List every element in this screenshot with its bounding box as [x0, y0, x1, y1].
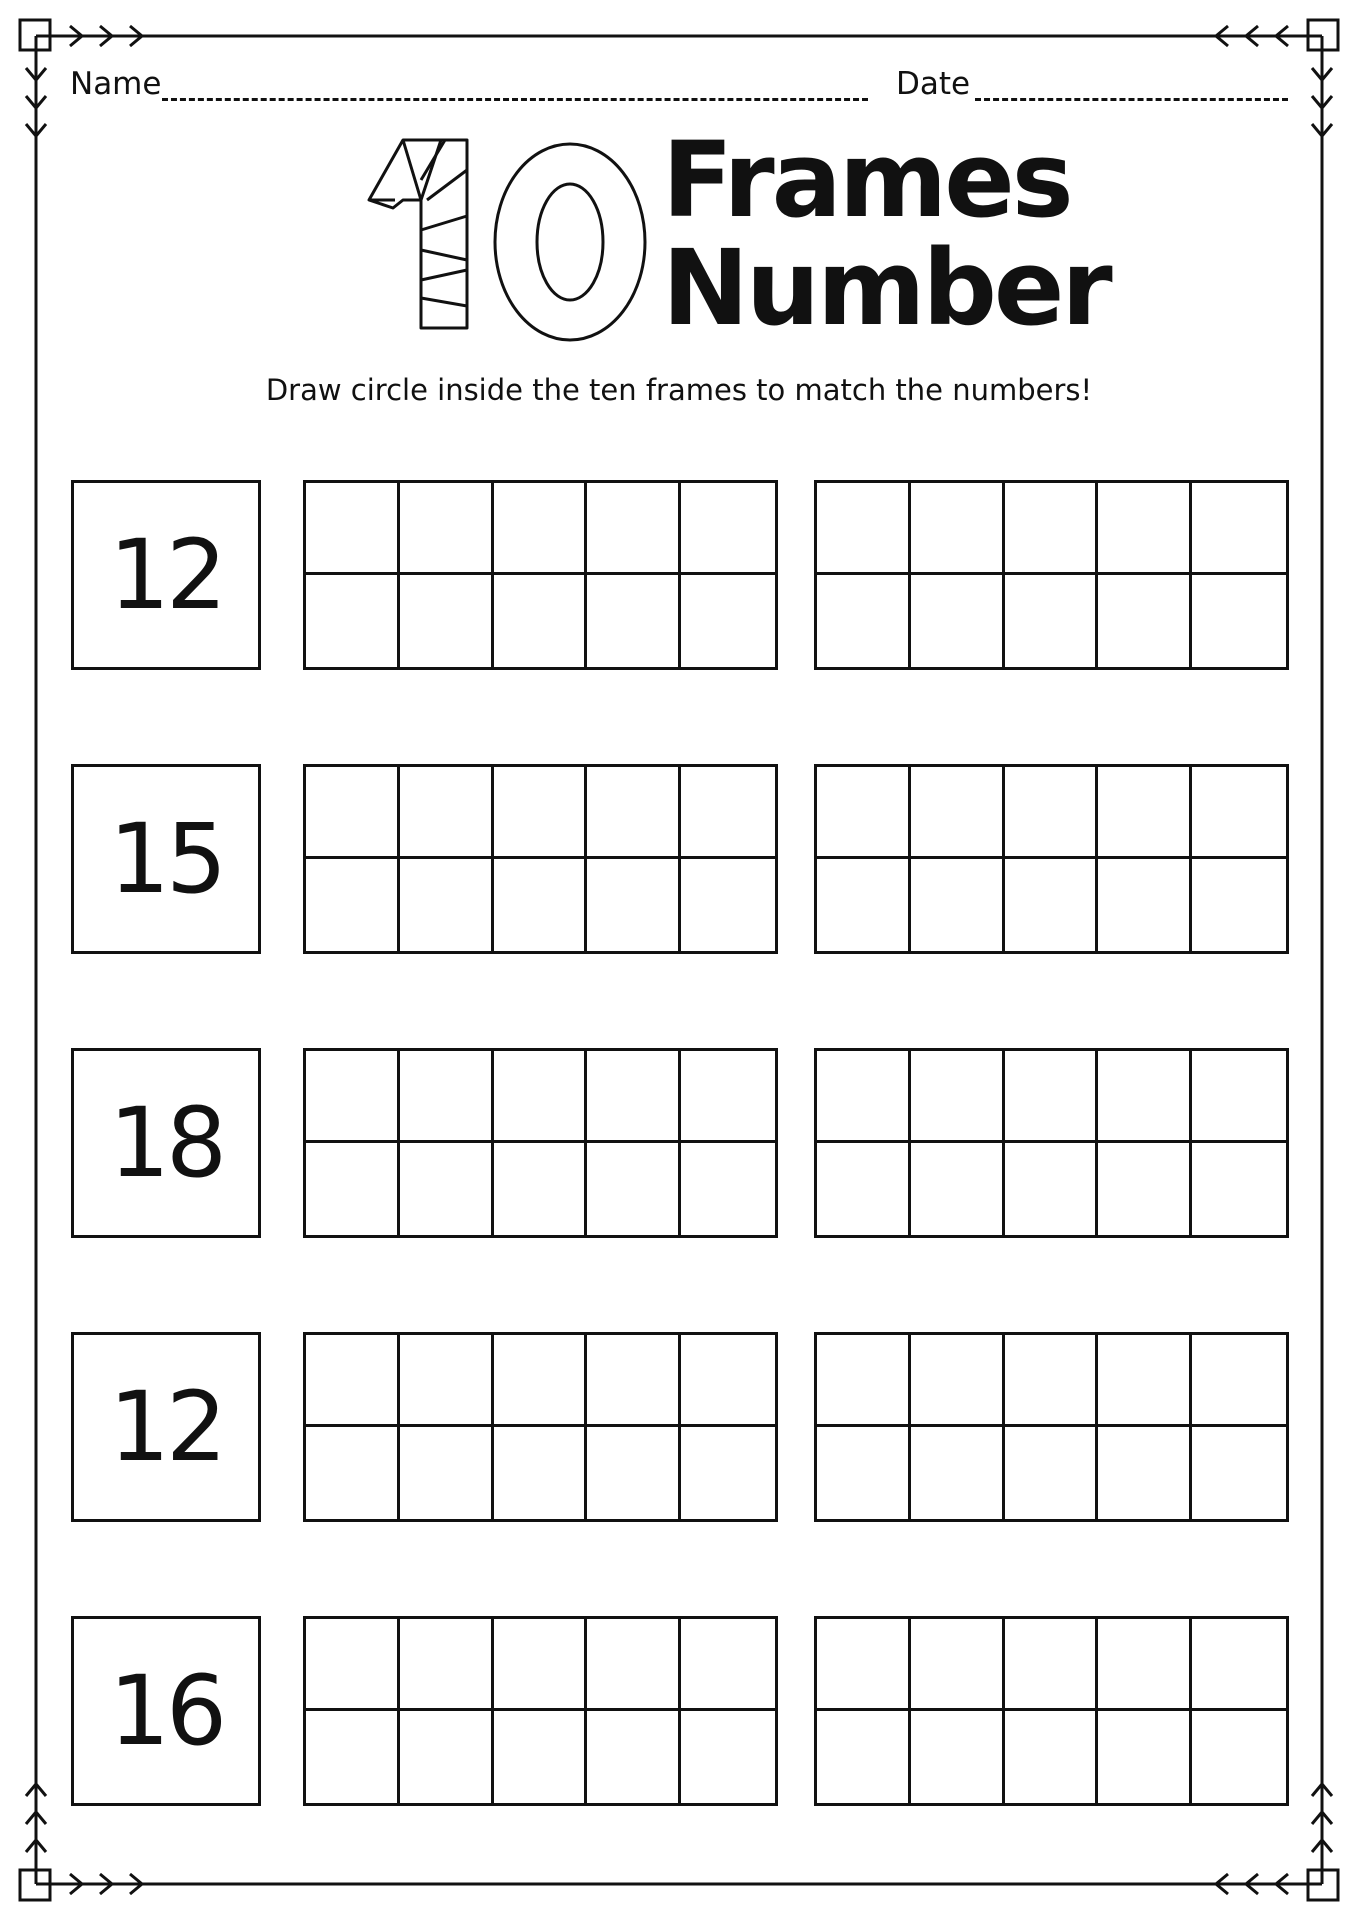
ten-frame-cell[interactable] [1192, 1143, 1286, 1235]
ten-frame[interactable] [814, 1616, 1289, 1806]
ten-frame-cell[interactable] [494, 1711, 588, 1803]
ten-frame-cell[interactable] [681, 483, 775, 575]
ten-frame-cell[interactable] [400, 1427, 494, 1519]
ten-frame[interactable] [814, 480, 1289, 670]
ten-frame-cell[interactable] [400, 1335, 494, 1427]
ten-frame-cell[interactable] [911, 575, 1005, 667]
ten-frame-cell[interactable] [400, 1051, 494, 1143]
ten-frame-cell[interactable] [494, 1051, 588, 1143]
ten-frame[interactable] [303, 1616, 778, 1806]
ten-frame-cell[interactable] [587, 483, 681, 575]
ten-frame-cell[interactable] [494, 767, 588, 859]
ten-frame[interactable] [303, 480, 778, 670]
ten-frame-cell[interactable] [1098, 1143, 1192, 1235]
ten-frame-cell[interactable] [1005, 859, 1099, 951]
instructions-text: Draw circle inside the ten frames to match the numbers! [265, 373, 1093, 407]
ten-frame-cell[interactable] [494, 575, 588, 667]
target-number-box: 18 [71, 1048, 261, 1238]
ten-frame[interactable] [303, 764, 778, 954]
ten-frame-cell[interactable] [817, 1051, 911, 1143]
ten-frame-cell[interactable] [817, 1143, 911, 1235]
ten-frame-cell[interactable] [1192, 1335, 1286, 1427]
exercise-row [0, 1616, 1358, 1811]
ten-frame-cell[interactable] [587, 1051, 681, 1143]
ten-frame-cell[interactable] [400, 1619, 494, 1711]
ten-frame-cell[interactable] [1192, 575, 1286, 667]
name-input-line[interactable] [162, 98, 868, 101]
date-label: Date [896, 66, 971, 102]
ten-frame-cell[interactable] [400, 1711, 494, 1803]
ten-frame-cell[interactable] [1192, 1711, 1286, 1803]
ten-frame-cell[interactable] [400, 767, 494, 859]
ten-frame-cell[interactable] [817, 1619, 911, 1711]
ten-frame-cell[interactable] [1098, 859, 1192, 951]
ten-frame-cell[interactable] [306, 1335, 400, 1427]
ten-frame-cell[interactable] [1098, 483, 1192, 575]
ten-frame-cell[interactable] [681, 859, 775, 951]
ten-frame-cell[interactable] [306, 1143, 400, 1235]
ten-frame-cell[interactable] [1192, 1619, 1286, 1711]
ten-frame-cell[interactable] [1005, 767, 1099, 859]
ten-frame-cell[interactable] [587, 575, 681, 667]
ten-frame-cell[interactable] [817, 767, 911, 859]
ten-frame-cell[interactable] [400, 1143, 494, 1235]
ten-frame-cell[interactable] [1005, 1335, 1099, 1427]
exercise-row [0, 1332, 1358, 1527]
target-number-box: 12 [71, 480, 261, 670]
ten-frame-cell[interactable] [911, 1335, 1005, 1427]
ten-frame-cell[interactable] [1192, 767, 1286, 859]
ten-frame[interactable] [303, 1048, 778, 1238]
ten-frame-cell[interactable] [1192, 1427, 1286, 1519]
title-word-frames: Frames [662, 119, 1071, 241]
ten-frame-cell[interactable] [681, 1335, 775, 1427]
ten-frame-cell[interactable] [494, 1619, 588, 1711]
ten-frame-cell[interactable] [1098, 1051, 1192, 1143]
ten-frame-cell[interactable] [587, 1427, 681, 1519]
ten-frame-cell[interactable] [681, 1711, 775, 1803]
ten-frame-cell[interactable] [587, 859, 681, 951]
target-number-box: 15 [71, 764, 261, 954]
ten-frame-cell[interactable] [1005, 1619, 1099, 1711]
ten-frame-cell[interactable] [911, 859, 1005, 951]
ten-frame-cell[interactable] [1098, 575, 1192, 667]
target-number-box: 12 [71, 1332, 261, 1522]
ten-frame-cell[interactable] [306, 1051, 400, 1143]
ten-frame-cell[interactable] [1005, 575, 1099, 667]
ten-frame[interactable] [814, 1048, 1289, 1238]
ten-frame-cell[interactable] [587, 1619, 681, 1711]
ten-frame-cell[interactable] [1005, 1427, 1099, 1519]
ten-frame-cell[interactable] [1098, 1427, 1192, 1519]
ten-frame-cell[interactable] [306, 1619, 400, 1711]
ten-frame-cell[interactable] [587, 767, 681, 859]
exercise-row [0, 1048, 1358, 1243]
ten-frame-cell[interactable] [681, 1051, 775, 1143]
ten-frame-cell[interactable] [681, 1427, 775, 1519]
ten-frame-cell[interactable] [306, 575, 400, 667]
ten-frame-cell[interactable] [817, 859, 911, 951]
ten-frame-cell[interactable] [911, 1143, 1005, 1235]
ten-frame-cell[interactable] [1192, 1051, 1286, 1143]
ten-frame-cell[interactable] [1005, 1711, 1099, 1803]
exercise-row [0, 480, 1358, 675]
ten-frame-cell[interactable] [587, 1711, 681, 1803]
ten-frame-cell[interactable] [681, 1143, 775, 1235]
ten-frame-cell[interactable] [587, 1335, 681, 1427]
ten-frame-cell[interactable] [911, 483, 1005, 575]
ten-frame-cell[interactable] [1005, 483, 1099, 575]
ten-frame-cell[interactable] [494, 483, 588, 575]
ten-frame-cell[interactable] [817, 1335, 911, 1427]
ten-frame-cell[interactable] [494, 1335, 588, 1427]
date-input-line[interactable] [975, 98, 1288, 101]
name-label: Name [70, 66, 162, 102]
ten-frame-cell[interactable] [306, 767, 400, 859]
ten-frame-cell[interactable] [494, 1427, 588, 1519]
ten-frame-cell[interactable] [1098, 1335, 1192, 1427]
ten-frame-cell[interactable] [911, 767, 1005, 859]
ten-frame-cell[interactable] [911, 1427, 1005, 1519]
title-word-number: Number [662, 227, 1110, 349]
ten-frame-cell[interactable] [306, 483, 400, 575]
ten-frame-cell[interactable] [587, 1143, 681, 1235]
ten-frame-cell[interactable] [911, 1619, 1005, 1711]
ten-frame-cell[interactable] [494, 1143, 588, 1235]
ten-frame-cell[interactable] [400, 575, 494, 667]
ten-frame-cell[interactable] [817, 483, 911, 575]
ten-frame-cell[interactable] [1192, 483, 1286, 575]
ten-frame-cell[interactable] [306, 859, 400, 951]
ten-frame-cell[interactable] [400, 483, 494, 575]
ten-frame-cell[interactable] [911, 1051, 1005, 1143]
ten-frame-cell[interactable] [1098, 1619, 1192, 1711]
ten-frame-cell[interactable] [400, 859, 494, 951]
exercise-row [0, 764, 1358, 959]
target-number-box: 16 [71, 1616, 261, 1806]
ten-frame-cell[interactable] [1098, 767, 1192, 859]
ten-frame-cell[interactable] [306, 1427, 400, 1519]
ten-frame-cell[interactable] [681, 767, 775, 859]
ten-frame-cell[interactable] [1005, 1051, 1099, 1143]
ten-frame[interactable] [814, 764, 1289, 954]
ten-frame-cell[interactable] [1192, 859, 1286, 951]
ten-frame-cell[interactable] [817, 575, 911, 667]
ten-frame-cell[interactable] [681, 575, 775, 667]
ten-frame-cell[interactable] [306, 1711, 400, 1803]
title-number-graphic [355, 120, 655, 350]
ten-frame-cell[interactable] [1098, 1711, 1192, 1803]
ten-frame[interactable] [303, 1332, 778, 1522]
ten-frame-cell[interactable] [494, 859, 588, 951]
ten-frame-cell[interactable] [911, 1711, 1005, 1803]
ten-frame-cell[interactable] [817, 1427, 911, 1519]
ten-frame[interactable] [814, 1332, 1289, 1522]
ten-frame-cell[interactable] [681, 1619, 775, 1711]
ten-frame-cell[interactable] [1005, 1143, 1099, 1235]
ten-frame-cell[interactable] [817, 1711, 911, 1803]
